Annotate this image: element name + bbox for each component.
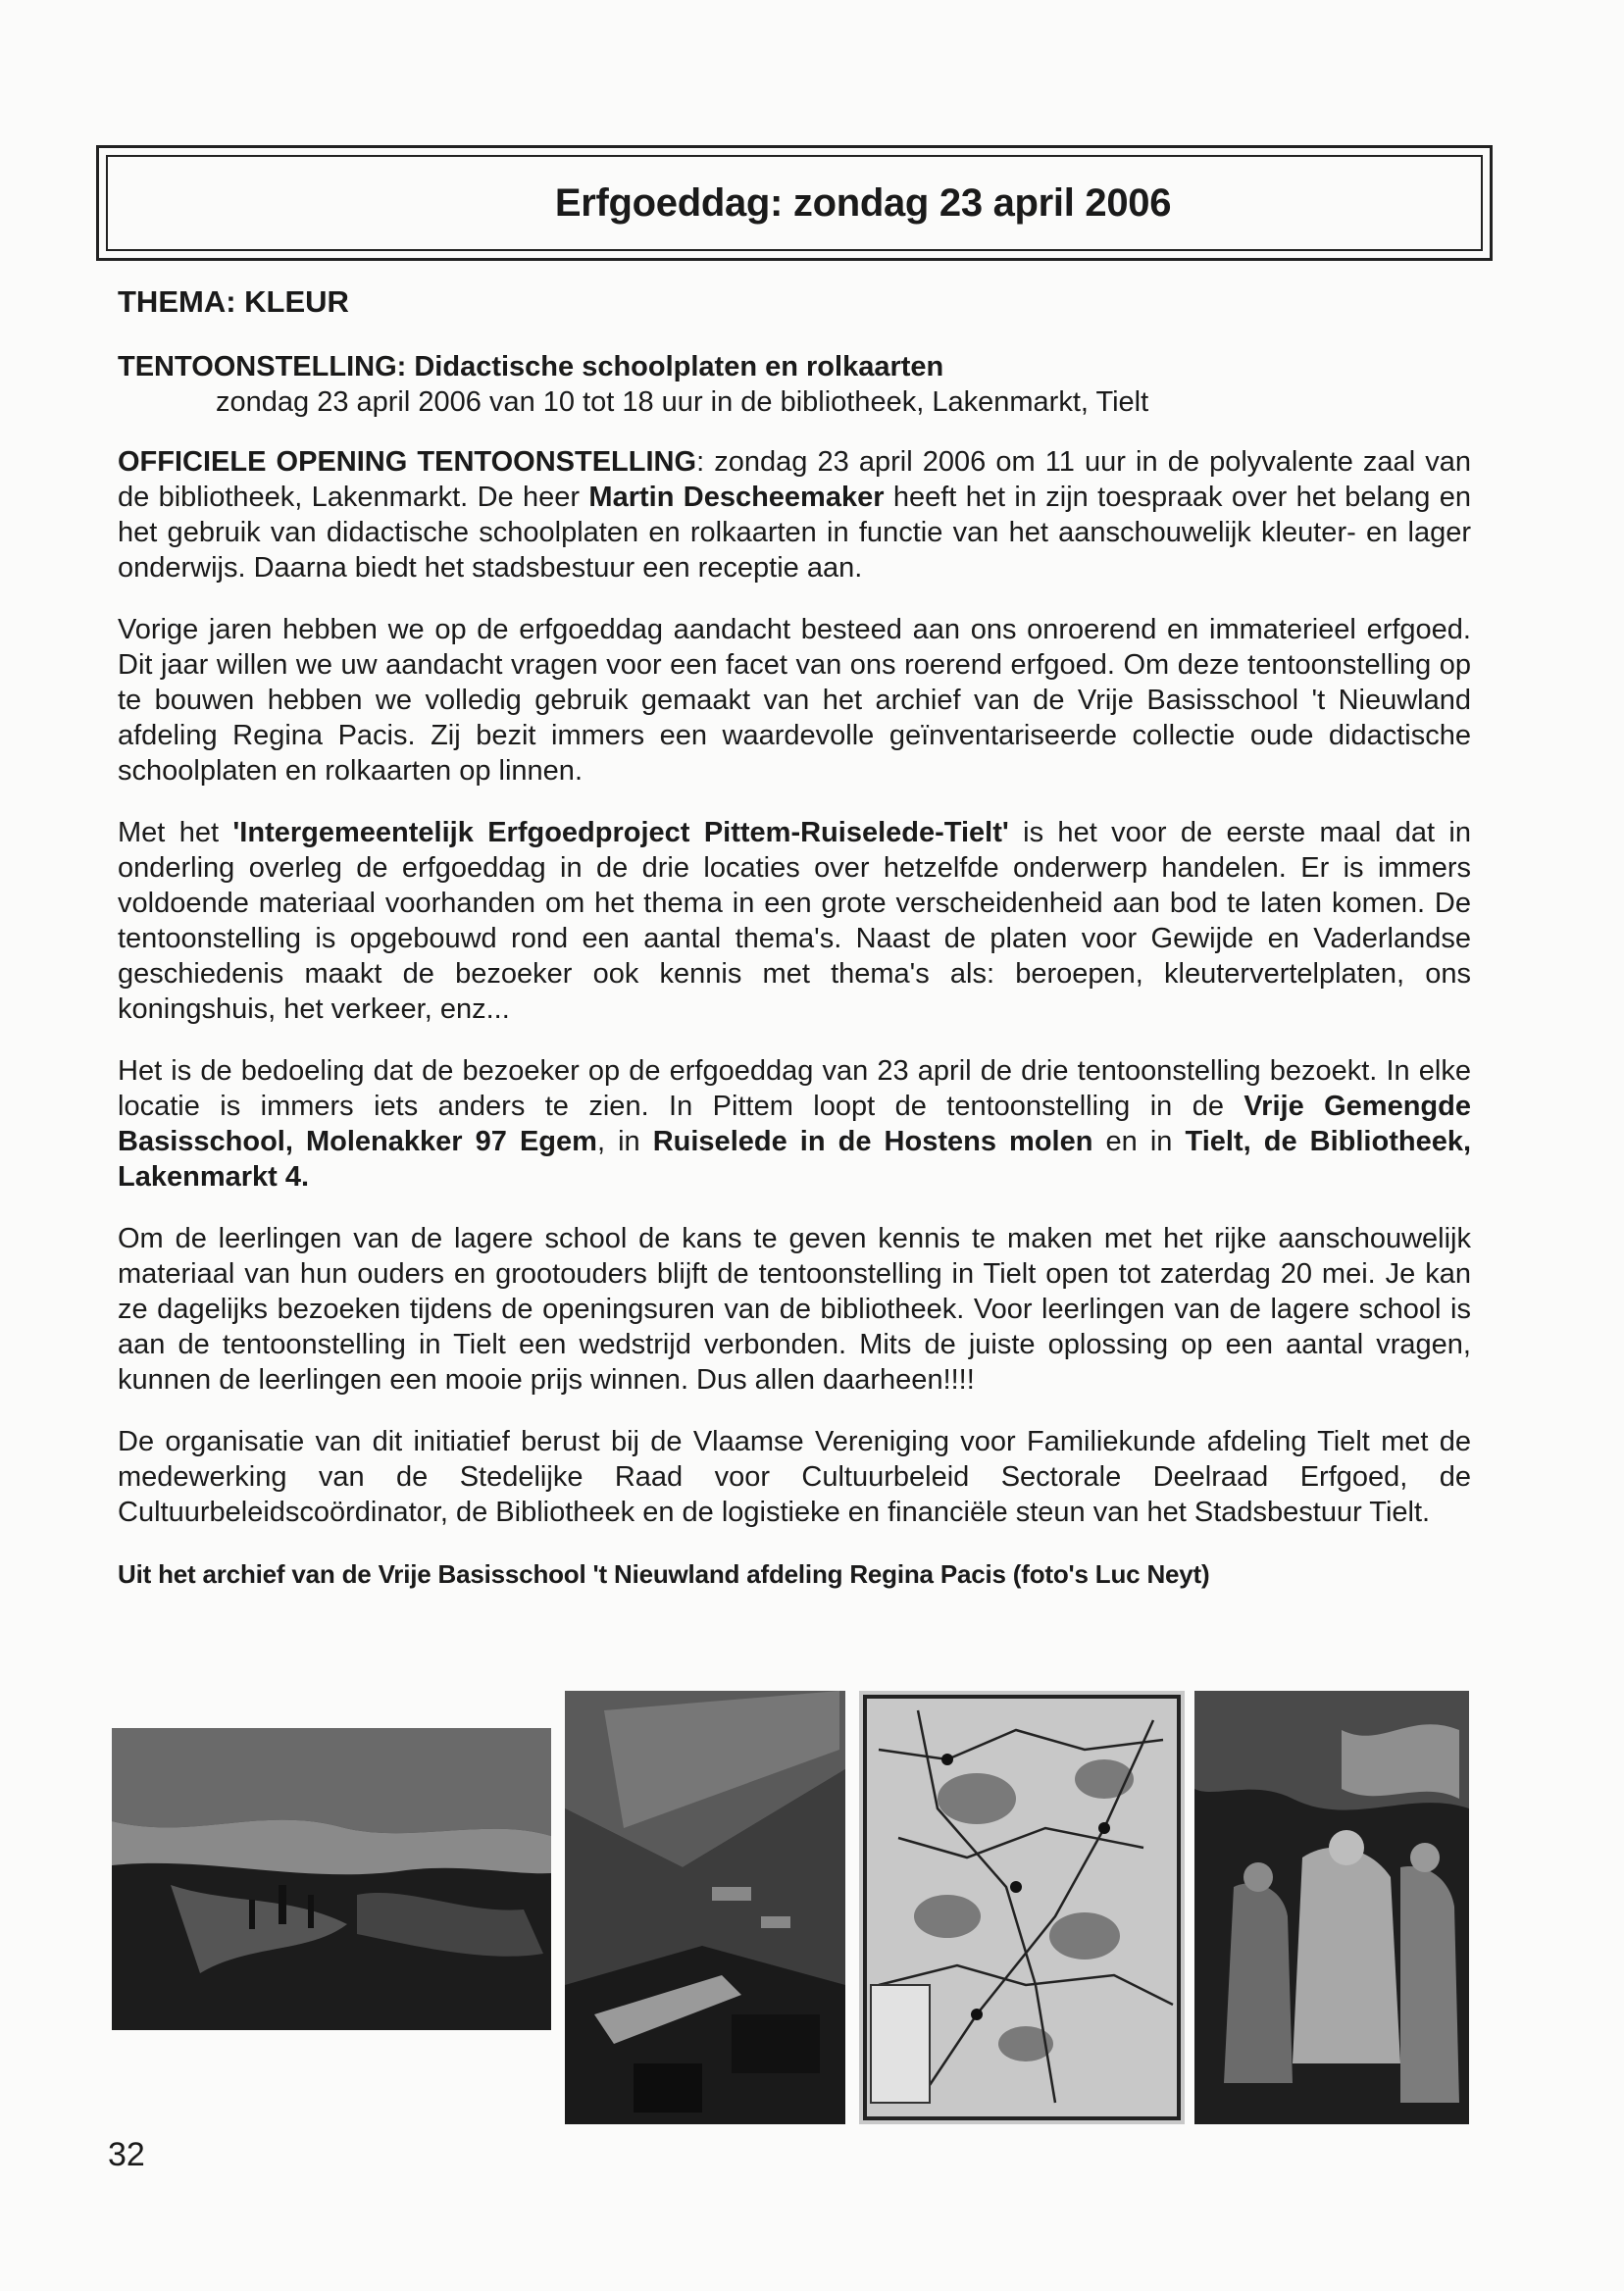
exhibition-label: TENTOONSTELLING: (118, 351, 407, 382)
photo-street-scene (565, 1691, 845, 2124)
title-box (96, 145, 1493, 261)
opening-label: OFFICIELE OPENING TENTOONSTELLING (118, 446, 697, 478)
page-number: 32 (108, 2136, 145, 2173)
paragraph-2-post: is het voor de eerste maal dat in onderling overleg de erfgoeddag in de drie locaties over hetzelfde onderwerp handelen. Er is immers voldoende materiaal voorhanden om het thema in een grote verscheidenheid aan bod te laten komen. De tentoonstelling is opgebouwd rond een aantal thema's. Naast de platen voor Gewijde en Vaderlandse geschiedenis maakt de bezoeker ook kennis met thema's als: beroepen, kleutervertelplaten, ons koningshuis, het verkeer, enz... (118, 817, 1471, 1025)
opening-text-2: heeft het in zijn toespraak over het belang en het gebruik van didactische schoolplaten en rolkaarten in functie van het aanschouwelijk kleuter- en lager onderwijs. Daarna biedt het stadsbestuur een receptie aan. (118, 482, 1471, 584)
theme-heading: THEMA: KLEUR (118, 284, 349, 319)
photo-religious-scene (1194, 1691, 1469, 2124)
paragraph-3-mid-1: , in (596, 1126, 653, 1157)
paragraph-2-pre: Met het (118, 817, 233, 848)
paragraph-5: De organisatie van dit initiatief berust bij de Vlaamse Vereniging voor Familiekunde afdeling Tielt met de medewerking van de Stedelijke Raad voor Cultuurbeleid Sectorale Deelraad Erfgoed, de Cultuurbeleidscoördinator, de Bibliotheek en de logistieke en financiële steun van het Stadsbestuur Tielt. (118, 1426, 1471, 1528)
opening-text-1: : zondag 23 april 2006 om 11 uur in de polyvalente zaal van de bibliotheek, Lakenmarkt. De heer (118, 446, 1472, 513)
opening-speaker: Martin Descheemaker (588, 482, 885, 513)
location-ruiselede: Ruiselede in de Hostens molen (652, 1126, 1093, 1157)
photo-map (859, 1691, 1185, 2124)
paragraph-3-mid-2: en in (1092, 1126, 1186, 1157)
project-name: 'Intergemeentelijk Erfgoedproject Pittem-Ruiselede-Tielt' (232, 817, 1009, 848)
location-tielt: Tielt, de Bibliotheek, Lakenmarkt 4. (118, 1126, 1472, 1193)
paragraph-1: Vorige jaren hebben we op de erfgoeddag aandacht besteed aan ons onroerend en immaterieel erfgoed. Dit jaar willen we uw aandacht vragen voor een facet van ons roerend erfgoed. Om deze tentoonstelling op te bouwen hebben we volledig gebruik gemaakt van het archief van de Vrije Basisschool 't Nieuwland afdeling Regina Pacis. Zij bezit immers een waardevolle geïnventariseerde collectie oude didactische schoolplaten en rolkaarten op linnen. (118, 614, 1471, 787)
exhibition-heading (118, 349, 1471, 384)
paragraph-2 (118, 815, 1471, 1027)
photo-caption: Uit het archief van de Vrije Basisschool 't Nieuwland afdeling Regina Pacis (foto's Luc Neyt) (118, 1559, 1210, 1589)
article-body (118, 284, 1471, 1592)
paragraph-3 (118, 1053, 1471, 1195)
paragraph-4: Om de leerlingen van de lagere school de kans te geven kennis te maken met het rijke aanschouwelijk materiaal van hun ouders en grootouders blijft de tentoonstelling in Tielt open tot zaterdag 20 mei. Je kan ze dagelijks bezoeken tijdens de openingsuren van de bibliotheek. Voor leerlingen van de lagere school is aan de tentoonstelling in Tielt een wedstrijd verbonden. Mits de juiste oplossing op een aantal vragen, kunnen de leerlingen een mooie prijs winnen. Dus allen daarheen!!!! (118, 1223, 1471, 1396)
exhibition-details: zondag 23 april 2006 van 10 tot 18 uur in de bibliotheek, Lakenmarkt, Tielt (216, 386, 1149, 418)
photo-landscape (112, 1728, 551, 2030)
paragraph-3-pre: Het is de bedoeling dat de bezoeker op de erfgoeddag van 23 april de drie tentoonstelling bezoekt. In elke locatie is immers iets anders te zien. In Pittem loopt de tentoonstelling in de (118, 1055, 1471, 1122)
opening-paragraph (118, 444, 1471, 585)
page-title: Erfgoeddag: zondag 23 april 2006 (554, 180, 1172, 225)
location-egem: Vrije Gemengde Basisschool, Molenakker 97 Egem (118, 1091, 1471, 1157)
exhibition-title: Didactische schoolplaten en rolkaarten (414, 351, 944, 382)
